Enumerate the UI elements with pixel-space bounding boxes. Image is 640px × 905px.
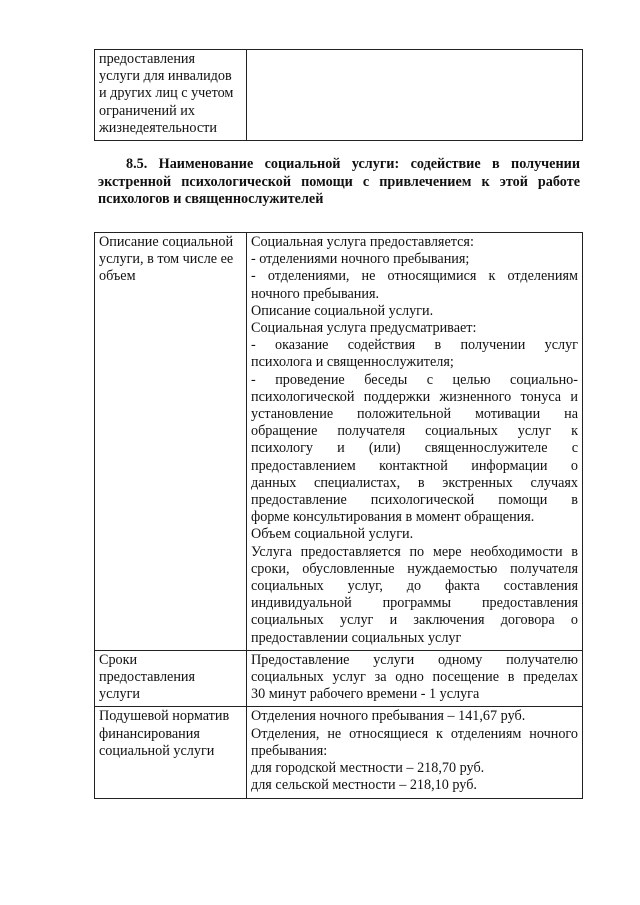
label-line: услуги <box>99 686 140 703</box>
label-line: Описание социальной <box>99 234 234 250</box>
content-line: установление положительной мотивации на <box>251 406 578 423</box>
row-content-description <box>247 233 583 651</box>
content-line: социальных услуг и заключения договора о <box>251 612 578 629</box>
content-line: Социальная услуга предоставляется: <box>251 234 474 250</box>
content-line: предоставление психологической помощи в <box>251 492 578 509</box>
content-line: социальных услуг, до факта составления <box>251 578 578 595</box>
row-content-terms <box>247 650 583 707</box>
table-row <box>95 707 583 798</box>
content-line: индивидуальной программы предоставления <box>251 595 578 612</box>
label-line: Подушевой норматив <box>99 708 230 725</box>
content-line: психологу и (или) священнослужителе с <box>251 440 578 457</box>
label-line: социальной услуги <box>99 742 215 759</box>
label-line: предоставления <box>99 669 196 686</box>
content-line: Отделения ночного пребывания – 141,67 руб. <box>251 708 526 725</box>
content-line: ночного пребывания. <box>251 285 380 302</box>
content-line: для городской местности – 218,70 руб. <box>251 760 485 777</box>
top-left-cell <box>95 50 247 141</box>
cell-line: ограничений их <box>99 102 195 119</box>
content-line: Услуга предоставляется по мере необходимости в <box>251 543 578 560</box>
content-line: Предоставление услуги одному получателю <box>251 651 578 668</box>
table-row <box>95 50 583 141</box>
cell-line: и других лиц с учетом <box>99 85 234 102</box>
content-line: Социальная услуга предусматривает: <box>251 320 477 337</box>
table-row <box>95 650 583 707</box>
content-line: психолога и священнослужителя; <box>251 354 454 371</box>
content-line: Отделения, не относящиеся к отделениям ночного <box>251 725 578 742</box>
content-line: - оказание содействия в получении услуг <box>251 337 578 354</box>
content-line: форме консультирования в момент обращения. <box>251 509 535 526</box>
cell-line: предоставления <box>99 51 196 67</box>
table-row <box>95 233 583 651</box>
top-right-cell-empty <box>247 50 583 141</box>
content-line: пребывания: <box>251 742 328 759</box>
content-line: Объем социальной услуги. <box>251 526 414 543</box>
content-line: социальных услуг за одно посещение в пределах <box>251 669 578 686</box>
content-line: Описание социальной услуги. <box>251 302 434 319</box>
section-heading <box>98 156 580 209</box>
label-line: объем <box>99 268 136 285</box>
content-line: сроки, обусловленные нуждаемостью получателя <box>251 560 578 577</box>
heading-line: экстренной психологической помощи с привлечением к этой работе <box>98 173 580 190</box>
content-line: предоставлением контактной информации о <box>251 457 578 474</box>
service-description-table <box>94 232 583 799</box>
cell-line: жизнедеятельности <box>99 119 217 136</box>
content-line: - отделениями, не относящимися к отделениям <box>251 268 578 285</box>
label-line: Сроки <box>99 651 138 668</box>
row-content-funding <box>247 707 583 798</box>
content-line: психологической поддержки жизненного тонуса и <box>251 388 578 405</box>
content-line: - проведение беседы с целью социально- <box>251 371 578 388</box>
label-line: услуги, в том числе ее <box>99 251 234 268</box>
content-line: для сельской местности – 218,10 руб. <box>251 777 477 794</box>
top-continuation-table <box>94 49 583 141</box>
content-line: 30 минут рабочего времени - 1 услуга <box>251 686 480 703</box>
heading-line: психологов и священнослужителей <box>98 191 324 207</box>
row-label-terms <box>95 650 247 707</box>
row-label-funding <box>95 707 247 798</box>
content-line: обращение получателя социальных услуг к <box>251 423 578 440</box>
heading-line: 8.5. Наименование социальной услуги: содействие в получении <box>126 156 580 172</box>
content-line: данных специалистах, в экстренных случаях <box>251 474 578 491</box>
content-line: предоставлении социальных услуг <box>251 629 462 646</box>
row-label-description <box>95 233 247 651</box>
cell-line: услуги для инвалидов <box>99 68 232 85</box>
content-line: - отделениями ночного пребывания; <box>251 251 470 268</box>
label-line: финансирования <box>99 725 200 742</box>
